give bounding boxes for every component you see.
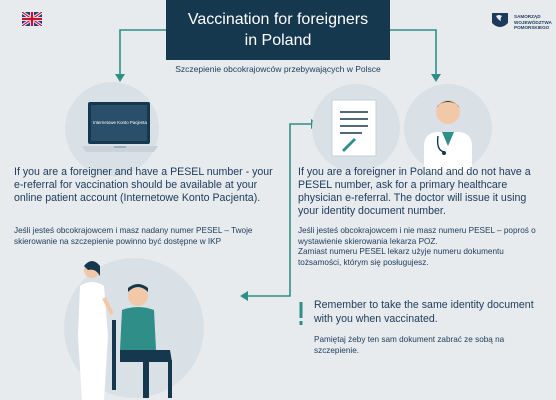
page-subtitle: Szczepienie obcokrajowców przebywających w Polsce [175, 64, 381, 74]
reminder-english-text: Remember to take the same identity document with you when vaccinated. [314, 299, 534, 325]
right-polish-line-1: Jeśli jesteś obcokrajowcem i nie masz numeru PESEL – poproś o wystawienie skierowania lekarza POZ. [298, 226, 536, 246]
title-line-2: in Poland [244, 32, 312, 49]
logo-text: SAMORZĄD WOJEWÓDZTWA POMORSKIEGO [514, 14, 552, 31]
doctor-icon [416, 90, 480, 172]
patient-icon [110, 280, 200, 400]
page-title [166, 0, 390, 60]
laptop-icon [80, 100, 160, 158]
uk-flag-icon[interactable] [22, 12, 42, 26]
document-pen-icon [328, 98, 384, 160]
reminder-polish-text: Pamiętaj żeby ten sam dokument zabrać ze sobą na szczepienie. [314, 335, 505, 355]
left-polish-text: Jeśli jesteś obcokrajowcem i masz nadany numer PESEL – Twoje skierowanie na szczepienie powinno być dostępne w IKP [14, 226, 253, 246]
left-english-text: If you are a foreigner and have a PESEL number - your e-referral for vaccination should be available at your online patient account (Internetowe Konto Pacjenta). [14, 166, 273, 204]
title-line-1: Vaccination for foreigners [187, 11, 369, 28]
exclamation-icon [298, 302, 304, 326]
laptop-screen-label: Internetowe Konto Pacjenta [93, 120, 147, 125]
right-polish-text [298, 226, 546, 268]
nurse-icon [74, 256, 114, 400]
right-english-text: If you are a foreigner in Poland and do not have a PESEL number, ask for a primary healthcare physician e-referral. The doctor will issue it using your identity document number. [298, 166, 531, 217]
right-polish-line-2: Zamiast numeru PESEL lekarz użyje numeru dokumentu tożsamości, którym się posługujesz. [298, 247, 504, 267]
